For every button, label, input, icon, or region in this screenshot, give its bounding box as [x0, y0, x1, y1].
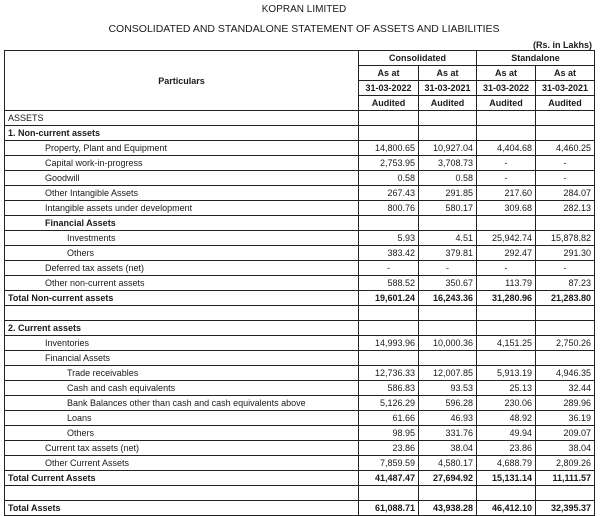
assets-table: [4, 50, 595, 516]
row-label: Financial Assets: [5, 351, 359, 366]
standalone-header: Standalone: [477, 51, 595, 66]
row-label: Total Current Assets: [5, 471, 359, 486]
row-value: -: [477, 171, 536, 186]
row-label: Goodwill: [5, 171, 359, 186]
row-value: [419, 306, 477, 321]
row-label: Deferred tax assets (net): [5, 261, 359, 276]
row-value: [359, 486, 419, 501]
row-value: 10,927.04: [419, 141, 477, 156]
row-value: -: [536, 171, 595, 186]
as-at-label: As at: [419, 66, 477, 81]
table-row: [5, 321, 595, 336]
row-value: 36.19: [536, 411, 595, 426]
table-row: [5, 306, 595, 321]
row-value: [477, 216, 536, 231]
table-row: [5, 381, 595, 396]
row-value: 15,131.14: [477, 471, 536, 486]
row-value: 31,280.96: [477, 291, 536, 306]
table-row: [5, 501, 595, 516]
row-value: 217.60: [477, 186, 536, 201]
row-value: 93.53: [419, 381, 477, 396]
date-header: 31-03-2022: [477, 81, 536, 96]
row-value: 4,404.68: [477, 141, 536, 156]
row-value: 4.51: [419, 231, 477, 246]
row-value: [477, 126, 536, 141]
row-label: Property, Plant and Equipment: [5, 141, 359, 156]
row-value: 588.52: [359, 276, 419, 291]
row-value: 38.04: [419, 441, 477, 456]
row-value: [419, 216, 477, 231]
row-label: Intangible assets under development: [5, 201, 359, 216]
row-value: [359, 351, 419, 366]
audit-status: Audited: [536, 96, 595, 111]
statement-title: CONSOLIDATED AND STANDALONE STATEMENT OF ASSETS AND LIABILITIES: [108, 23, 500, 35]
particulars-header: Particulars: [5, 51, 359, 111]
row-value: 4,580.17: [419, 456, 477, 471]
row-value: 4,946.35: [536, 366, 595, 381]
row-value: 7,859.59: [359, 456, 419, 471]
row-value: [536, 351, 595, 366]
company-name: KOPRAN LIMITED: [261, 4, 347, 15]
row-value: 19,601.24: [359, 291, 419, 306]
row-value: 5,126.29: [359, 396, 419, 411]
row-value: [419, 486, 477, 501]
row-value: -: [477, 156, 536, 171]
row-value: [359, 126, 419, 141]
date-header: 31-03-2021: [419, 81, 477, 96]
row-value: 291.85: [419, 186, 477, 201]
row-value: -: [419, 261, 477, 276]
table-row: [5, 471, 595, 486]
row-value: 25.13: [477, 381, 536, 396]
row-value: 25,942.74: [477, 231, 536, 246]
as-at-label: As at: [477, 66, 536, 81]
row-value: 2,753.95: [359, 156, 419, 171]
row-label: [5, 306, 359, 321]
row-value: 38.04: [536, 441, 595, 456]
row-value: 2,750.26: [536, 336, 595, 351]
row-value: [536, 126, 595, 141]
table-row: [5, 336, 595, 351]
consolidated-header: Consolidated: [359, 51, 477, 66]
row-value: 43,938.28: [419, 501, 477, 516]
row-label: Cash and cash equivalents: [5, 381, 359, 396]
row-value: 61,088.71: [359, 501, 419, 516]
row-value: [536, 111, 595, 126]
row-label: Other Intangible Assets: [5, 186, 359, 201]
row-value: [419, 351, 477, 366]
table-row: [5, 156, 595, 171]
row-value: [536, 306, 595, 321]
row-value: 49.94: [477, 426, 536, 441]
row-value: [359, 321, 419, 336]
table-row: [5, 231, 595, 246]
row-label: 1. Non-current assets: [5, 126, 359, 141]
row-value: [419, 111, 477, 126]
row-value: 12,007.85: [419, 366, 477, 381]
table-row: [5, 201, 595, 216]
table-row: [5, 396, 595, 411]
row-value: 383.42: [359, 246, 419, 261]
table-row: [5, 486, 595, 501]
row-value: 27,694.92: [419, 471, 477, 486]
row-value: 16,243.36: [419, 291, 477, 306]
table-row: [5, 276, 595, 291]
date-header: 31-03-2022: [359, 81, 419, 96]
row-value: 580.17: [419, 201, 477, 216]
table-row: [5, 456, 595, 471]
row-value: 4,688.79: [477, 456, 536, 471]
unit-note: (Rs. in Lakhs): [532, 40, 592, 50]
row-value: [477, 351, 536, 366]
audit-status: Audited: [359, 96, 419, 111]
row-value: 5,913.19: [477, 366, 536, 381]
row-value: [536, 486, 595, 501]
row-value: [536, 216, 595, 231]
row-value: [536, 321, 595, 336]
table-row: [5, 261, 595, 276]
table-row: [5, 426, 595, 441]
row-value: -: [536, 156, 595, 171]
row-value: 309.68: [477, 201, 536, 216]
row-value: 4,460.25: [536, 141, 595, 156]
row-value: [477, 111, 536, 126]
row-value: 23.86: [359, 441, 419, 456]
row-label: Other non-current assets: [5, 276, 359, 291]
row-value: 61.66: [359, 411, 419, 426]
row-label: Other Current Assets: [5, 456, 359, 471]
row-value: [359, 111, 419, 126]
row-value: 10,000.36: [419, 336, 477, 351]
row-value: -: [477, 261, 536, 276]
table-row: [5, 141, 595, 156]
row-label: Investments: [5, 231, 359, 246]
row-label: Total Assets: [5, 501, 359, 516]
table-row: [5, 441, 595, 456]
row-value: 32.44: [536, 381, 595, 396]
row-value: 14,993.96: [359, 336, 419, 351]
row-label: Others: [5, 426, 359, 441]
row-value: 5.93: [359, 231, 419, 246]
row-value: 379.81: [419, 246, 477, 261]
row-value: 46.93: [419, 411, 477, 426]
audit-status: Audited: [419, 96, 477, 111]
row-label: Current tax assets (net): [5, 441, 359, 456]
row-value: 289.96: [536, 396, 595, 411]
as-at-label: As at: [359, 66, 419, 81]
table-row: [5, 186, 595, 201]
row-value: 331.76: [419, 426, 477, 441]
row-label: Inventories: [5, 336, 359, 351]
row-label: Trade receivables: [5, 366, 359, 381]
row-label: Financial Assets: [5, 216, 359, 231]
row-value: [477, 306, 536, 321]
row-value: 4,151.25: [477, 336, 536, 351]
row-value: 0.58: [419, 171, 477, 186]
row-value: 15,878.82: [536, 231, 595, 246]
row-value: 32,395.37: [536, 501, 595, 516]
row-value: 3,708.73: [419, 156, 477, 171]
row-value: 586.83: [359, 381, 419, 396]
row-value: 41,487.47: [359, 471, 419, 486]
row-label: Capital work-in-progress: [5, 156, 359, 171]
row-value: 292.47: [477, 246, 536, 261]
row-value: 282.13: [536, 201, 595, 216]
row-value: [477, 321, 536, 336]
row-value: 12,736.33: [359, 366, 419, 381]
table-row: [5, 111, 595, 126]
row-label: Loans: [5, 411, 359, 426]
row-label: Others: [5, 246, 359, 261]
row-value: 800.76: [359, 201, 419, 216]
row-label: 2. Current assets: [5, 321, 359, 336]
row-value: 0.58: [359, 171, 419, 186]
row-value: 596.28: [419, 396, 477, 411]
row-value: 98.95: [359, 426, 419, 441]
date-header: 31-03-2021: [536, 81, 595, 96]
row-value: 113.79: [477, 276, 536, 291]
row-value: 48.92: [477, 411, 536, 426]
row-label: Bank Balances other than cash and cash equivalents above: [5, 396, 359, 411]
row-value: 284.07: [536, 186, 595, 201]
row-value: 11,111.57: [536, 471, 595, 486]
row-value: 230.06: [477, 396, 536, 411]
table-row: [5, 126, 595, 141]
table-body: [5, 111, 595, 516]
row-label: [5, 486, 359, 501]
row-label: ASSETS: [5, 111, 359, 126]
row-value: 21,283.80: [536, 291, 595, 306]
row-value: 350.67: [419, 276, 477, 291]
table-row: [5, 411, 595, 426]
row-value: 87.23: [536, 276, 595, 291]
row-value: 2,809.26: [536, 456, 595, 471]
row-value: [419, 126, 477, 141]
table-row: [5, 216, 595, 231]
table-row: [5, 351, 595, 366]
as-at-label: As at: [536, 66, 595, 81]
row-label: Total Non-current assets: [5, 291, 359, 306]
row-value: 23.86: [477, 441, 536, 456]
table-row: [5, 366, 595, 381]
row-value: [359, 306, 419, 321]
audit-status: Audited: [477, 96, 536, 111]
row-value: 267.43: [359, 186, 419, 201]
row-value: 46,412.10: [477, 501, 536, 516]
row-value: [477, 486, 536, 501]
row-value: 14,800.65: [359, 141, 419, 156]
row-value: 291.30: [536, 246, 595, 261]
row-value: [419, 321, 477, 336]
table-row: [5, 171, 595, 186]
table-row: [5, 246, 595, 261]
table-row: [5, 291, 595, 306]
row-value: -: [536, 261, 595, 276]
row-value: -: [359, 261, 419, 276]
row-value: [359, 216, 419, 231]
row-value: 209.07: [536, 426, 595, 441]
